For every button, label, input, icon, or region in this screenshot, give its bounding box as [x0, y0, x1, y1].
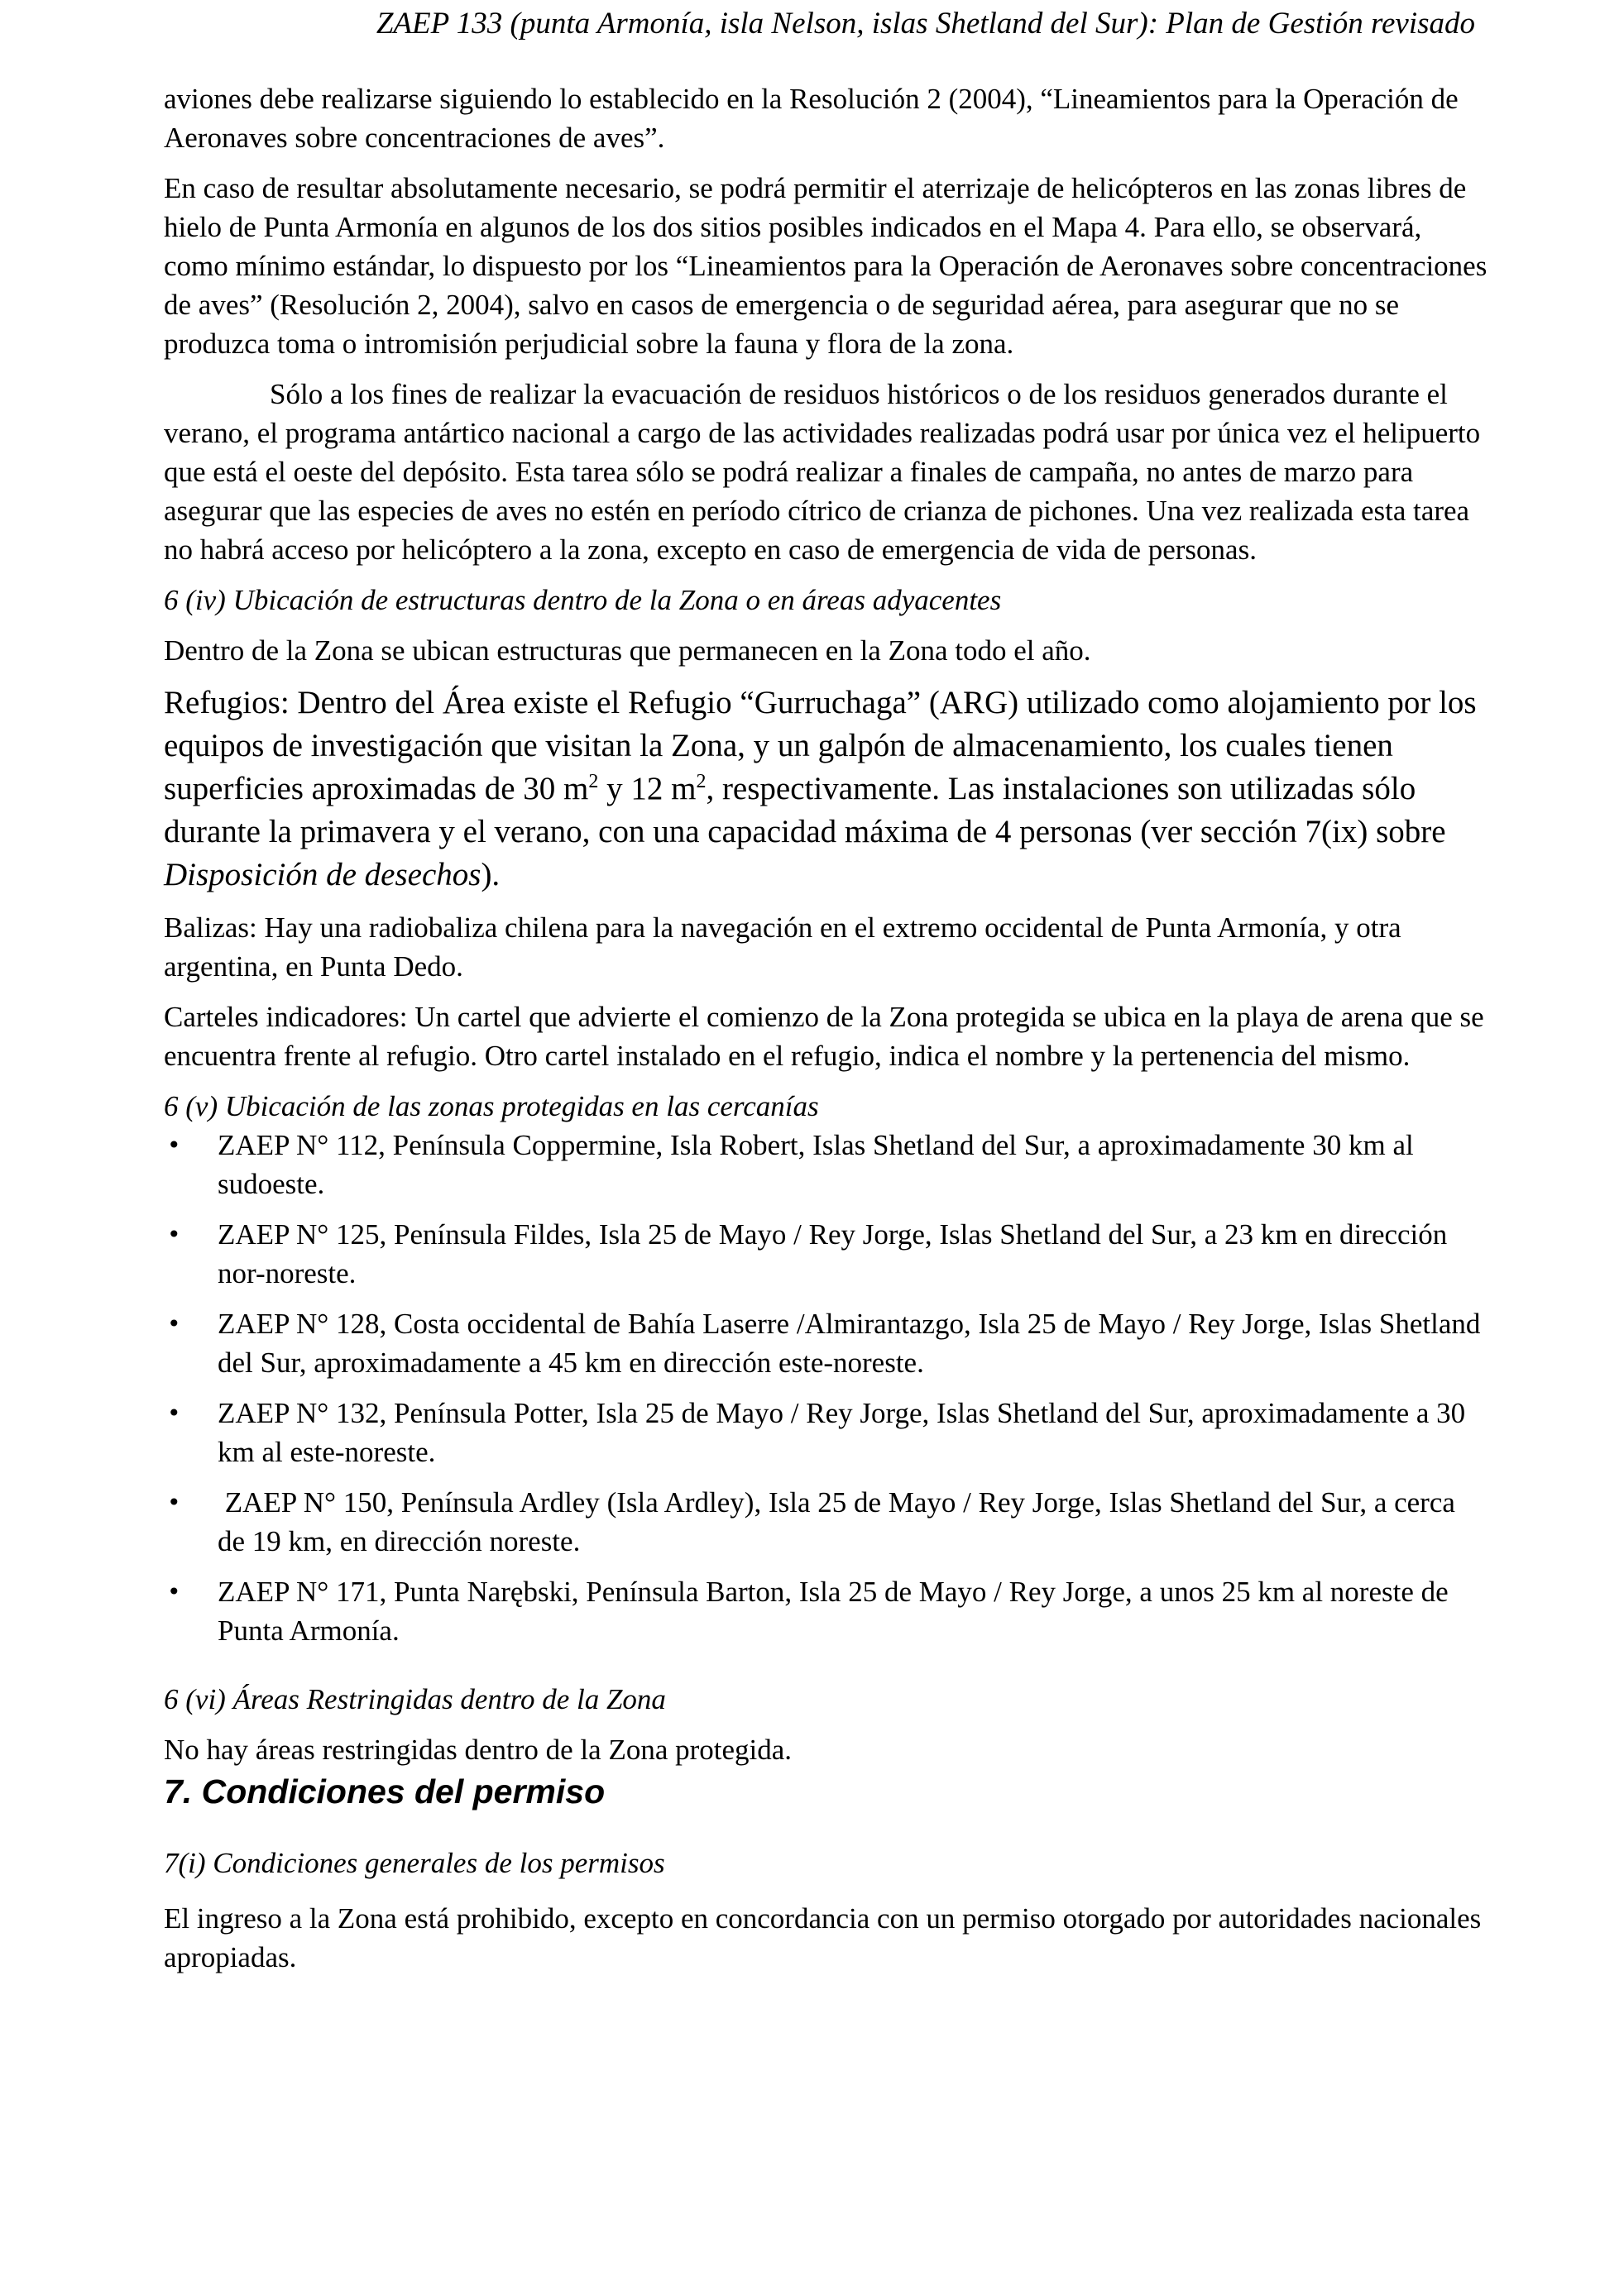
paragraph-structures-intro: Dentro de la Zona se ubican estructuras que permanecen en la Zona todo el año.	[164, 634, 1091, 667]
bullet-icon: •	[167, 1131, 181, 1159]
paragraph-carteles: Carteles indicadores: Un cartel que advierte el comienzo de la Zona protegida se ubica en la playa de arena que se encuentra frente al refugio. Otro cartel instalado en el refugio, indica el nombre y la pertenencia del mismo.	[164, 1001, 1484, 1072]
bullet-icon: •	[167, 1578, 181, 1605]
list-item-text: ZAEP N° 150, Península Ardley (Isla Ardley), Isla 25 de Mayo / Rey Jorge, Islas Shetland del Sur, a cerca de 19 km, en dirección noreste.	[218, 1486, 1463, 1557]
paragraph-entry-prohibited: El ingreso a la Zona está prohibido, excepto en concordancia con un permiso otorgado por autoridades nacionales apropiadas.	[164, 1902, 1482, 1973]
list-item	[164, 1394, 1487, 1471]
subsection-heading-general-conditions: 7(i) Condiciones generales de los permisos	[164, 1847, 665, 1879]
refugios-text-emphasis: Disposición de desechos	[164, 857, 481, 892]
page-content	[164, 79, 1487, 1977]
bullet-icon: •	[167, 1399, 181, 1427]
list-item	[164, 1304, 1487, 1382]
paragraph-restricted-areas: No hay áreas restringidas dentro de la Zona protegida.	[164, 1734, 793, 1766]
refugios-text-part3: , respectivamente. Las instalaciones son utilizadas sólo durante la primavera y el verano, con una capacidad máxima de 4 personas (ver sección 7(ix) sobre	[164, 771, 1446, 849]
paragraph-refugios	[164, 682, 1487, 897]
list-item	[164, 1215, 1487, 1293]
bullet-icon: •	[167, 1221, 181, 1248]
paragraph-balizas: Balizas: Hay una radiobaliza chilena para la navegación en el extremo occidental de Punta Armonía, y otra argentina, en Punta Dedo.	[164, 911, 1401, 983]
section-heading-permit-conditions: 7. Condiciones del permiso	[164, 1772, 606, 1810]
refugios-text-part1: Refugios: Dentro del Área existe el Refugio “Gurruchaga” (ARG) utilizado como alojamiento por los equipos de investigación que visitan la Zona, y un galpón de almacenamiento, los cuales tienen superficies aproximadas de 30 m	[164, 685, 1477, 806]
list-item-text: ZAEP N° 125, Península Fildes, Isla 25 de Mayo / Rey Jorge, Islas Shetland del Sur, a 23 km en dirección nor-noreste.	[218, 1218, 1448, 1289]
running-header: ZAEP 133 (punta Armonía, isla Nelson, islas Shetland del Sur): Plan de Gestión revisado	[376, 7, 1475, 41]
list-item-text: ZAEP N° 128, Costa occidental de Bahía Laserre /Almirantazgo, Isla 25 de Mayo / Rey Jorge, Islas Shetland del Sur, aproximadamente a 45 km en dirección este-noreste.	[218, 1308, 1481, 1379]
refugios-text-part2: y 12 m	[598, 771, 697, 806]
list-item	[164, 1126, 1487, 1203]
bullet-icon: •	[167, 1489, 181, 1516]
list-item-text: ZAEP N° 171, Punta Narębski, Península Barton, Isla 25 de Mayo / Rey Jorge, a unos 25 km al noreste de Punta Armonía.	[218, 1576, 1449, 1647]
refugios-text-part4: ).	[481, 857, 501, 892]
list-item	[164, 1572, 1487, 1650]
paragraph-aircraft-operation: aviones debe realizarse siguiendo lo establecido en la Resolución 2 (2004), “Lineamientos para la Operación de Aeronaves sobre concentraciones de aves”.	[164, 83, 1459, 154]
list-item-text: ZAEP N° 132, Península Potter, Isla 25 de Mayo / Rey Jorge, Islas Shetland del Sur, aproximadamente a 30 km al este-noreste.	[218, 1397, 1466, 1468]
paragraph-helicopter-landing: En caso de resultar absolutamente necesario, se podrá permitir el aterrizaje de helicópteros en las zonas libres de hielo de Punta Armonía en algunos de los dos sitios posibles indicados en el Mapa 4. Para ello, se observará, como mínimo estándar, lo dispuesto por los “Lineamientos para la Operación de Aeronaves sobre concentraciones de aves” (Resolución 2, 2004), salvo en casos de emergencia o de seguridad aérea, para asegurar que no se produzca toma o intromisión perjudicial sobre la fauna y flora de la zona.	[164, 172, 1487, 360]
subsection-heading-structures: 6 (iv) Ubicación de estructuras dentro de la Zona o en áreas adyacentes	[164, 584, 1002, 616]
subsection-heading-restricted-areas: 6 (vi) Áreas Restringidas dentro de la Zona	[164, 1683, 666, 1715]
superscript-square-2: 2	[696, 771, 707, 792]
paragraph-waste-evacuation: Sólo a los fines de realizar la evacuación de residuos históricos o de los residuos generados durante el verano, el programa antártico nacional a cargo de las actividades realizadas podrá usar por única vez el helipuerto que está el oeste del depósito. Esta tarea sólo se podrá realizar a finales de campaña, no antes de marzo para asegurar que las especies de aves no estén en período cítrico de crianza de pichones. Una vez realizada esta tarea no habrá acceso por helicóptero a la zona, excepto en caso de emergencia de vida de personas.	[164, 378, 1481, 566]
list-item	[164, 1483, 1487, 1561]
superscript-square-1: 2	[588, 771, 599, 792]
nearby-areas-list	[164, 1126, 1487, 1650]
subsection-heading-nearby-areas: 6 (v) Ubicación de las zonas protegidas en las cercanías	[164, 1090, 819, 1122]
list-item-text: ZAEP N° 112, Península Coppermine, Isla Robert, Islas Shetland del Sur, a aproximadamente 30 km al sudoeste.	[218, 1129, 1414, 1200]
bullet-icon: •	[167, 1310, 181, 1337]
